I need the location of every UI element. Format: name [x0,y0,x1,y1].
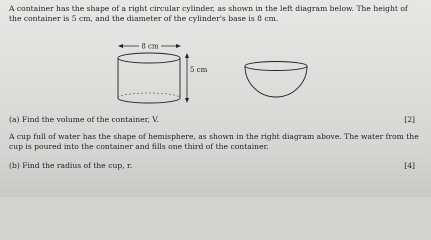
hemisphere-cup-diagram [240,60,312,104]
part-b-text: (b) Find the radius of the cup, r. [9,161,133,170]
cylinder-bottom-hidden [118,93,180,98]
diameter-arrowhead-left [118,44,123,48]
intro-line-1: A container has the shape of a right circular cylinder, as shown in the left diagram below. The height of [9,4,408,13]
height-arrowhead-bottom [185,98,189,103]
cylinder-diagram [108,40,208,108]
height-arrowhead-top [185,53,189,58]
diameter-label: 8 cm [141,42,159,51]
cup-rim [245,62,307,71]
intro-line-2: the container is 5 cm, and the diameter of the cylinder's base is 8 cm. [9,14,279,23]
part-a-text: (a) Find the volume of the container, V. [9,115,159,124]
cup-line-2: cup is poured into the container and fills one third of the container. [9,142,269,151]
height-label: 5 cm [190,66,208,74]
cup-line-1: A cup full of water has the shape of hemisphere, as shown in the right diagram above. The water from the [9,132,419,141]
cylinder-top [118,53,180,63]
part-b-marks: [4] [404,161,415,170]
cylinder-bottom [118,98,180,103]
diameter-arrowhead-right [176,44,181,48]
part-a-marks: [2] [404,115,415,124]
